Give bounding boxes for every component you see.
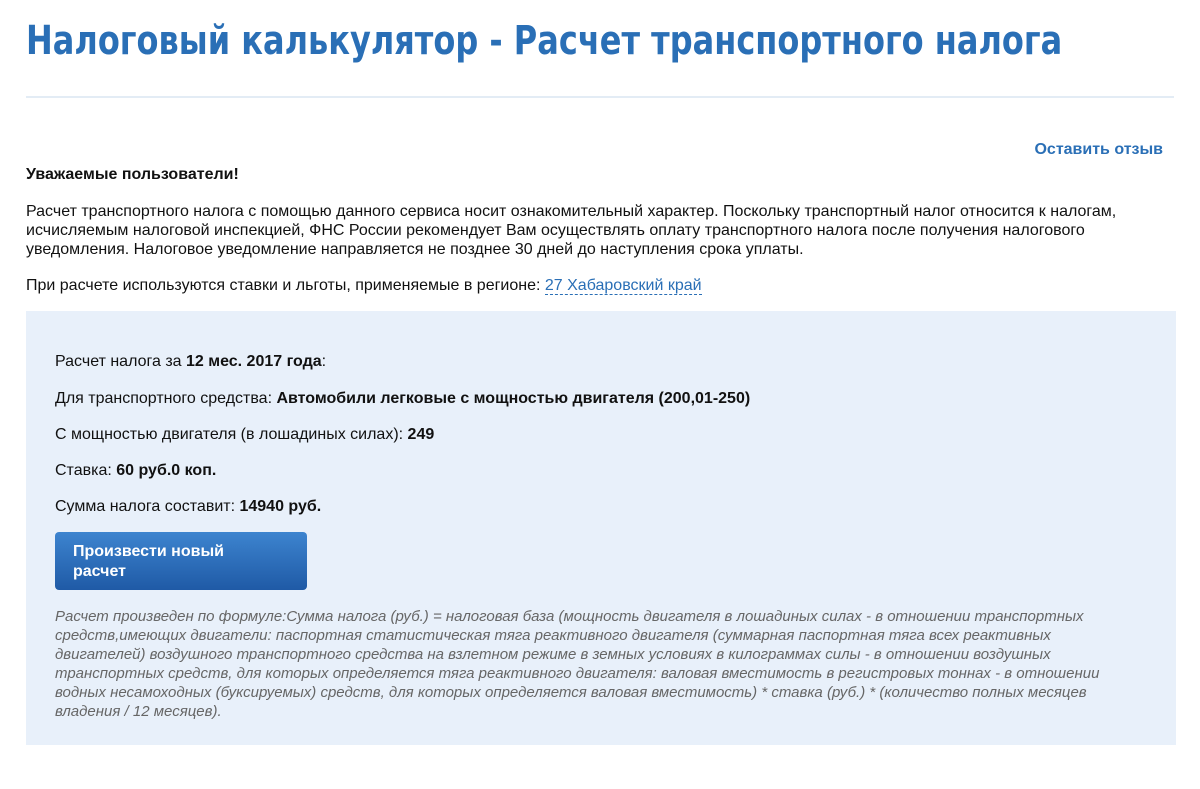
- vehicle-value: Автомобили легковые с мощностью двигателя (200,01-250): [276, 390, 751, 407]
- period-label: Расчет налога за: [55, 353, 186, 370]
- vehicle-label: Для транспортного средства:: [55, 390, 277, 407]
- formula-note: Расчет произведен по формуле:Сумма налога (руб.) = налоговая база (мощность двигателя в лошадиных силах - в отношении транспортных средств,имеющих двигатели: паспортная статистическая тяга реактивного двигателя (суммарная паспортная тяга всех реактивных двигателей) воздушного транспортного средства на взлетном режиме в земных условиях в килограммах силы - в отношении воздушных транспортных средств, для которых определяется тяга реактивного двигателя: валовая вместимость в регистровых тоннах - в отношении водных несамоходных (буксируемых) средств, для которых определяется валовая вместимость) * ставка (руб.) * (количество полных месяцев владения / 12 месяцев).: [55, 608, 1100, 720]
- region-prefix: При расчете используются ставки и льготы, применяемые в регионе:: [26, 277, 545, 294]
- intro-text: Расчет транспортного налога с помощью данного сервиса носит ознакомительный характер. Поскольку транспортный налог относится к налогам, исчисляемым налоговой инспекцией, ФНС России рекомендует Вам осуществлять оплату транспортного налога после получения налогового уведомления. Налоговое уведомление направляется не позднее 30 дней до наступления срока уплаты.: [26, 203, 1117, 258]
- page-title: Налоговый калькулятор - Расчет транспортного налога: [26, 18, 1063, 64]
- rate-label: Ставка:: [55, 462, 117, 479]
- title-divider: [26, 96, 1174, 98]
- power-label: С мощностью двигателя (в лошадиных силах):: [55, 426, 408, 443]
- result-period: [55, 353, 326, 371]
- greeting-heading: Уважаемые пользователи!: [26, 166, 239, 183]
- result-rate: [55, 462, 216, 480]
- result-vehicle: [55, 390, 750, 408]
- sum-value: 14940 руб.: [239, 498, 322, 515]
- sum-label: Сумма налога составит:: [55, 498, 240, 515]
- region-link[interactable]: 27 Хабаровский край: [544, 277, 702, 294]
- result-sum: [55, 498, 321, 516]
- new-calculation-button[interactable]: [55, 532, 307, 590]
- period-value: 12 мес. 2017 года: [186, 353, 322, 370]
- feedback-link[interactable]: Оставить отзыв: [1034, 141, 1163, 158]
- result-power: [55, 426, 434, 444]
- region-line: [26, 277, 702, 295]
- rate-value: 60 руб.0 коп.: [116, 462, 217, 479]
- result-panel: [26, 311, 1176, 745]
- power-value: 249: [407, 426, 435, 443]
- period-suffix: :: [321, 353, 327, 370]
- new-calculation-label: Произвести новый расчет: [73, 543, 224, 580]
